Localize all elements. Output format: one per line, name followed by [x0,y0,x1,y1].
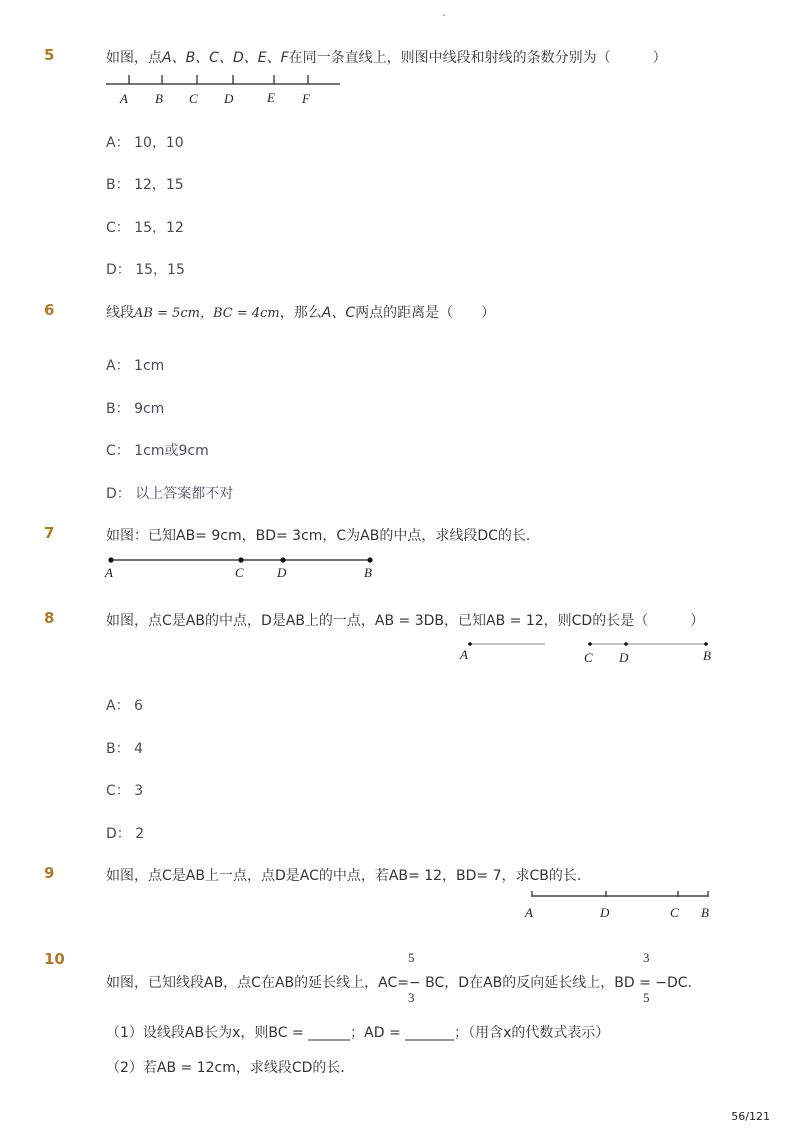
q5-label-c: C [189,91,198,106]
q10-fraction2-numerator: 3 [643,950,650,965]
question-number-6: 6 [44,301,55,319]
q9-label-b: B [701,905,709,920]
q6-option-a[interactable] [106,355,164,375]
option-key: B： [106,741,130,757]
question-8-text: 如图，点C是AB的中点，D是AB上的一点，AB = 3DB，已知AB = 12，则CD的长是（ ） [106,613,705,629]
q5-label-d: D [224,91,234,106]
option-key: B： [106,177,130,193]
q5-option-c[interactable] [106,217,184,237]
q5-label-b: B [155,91,163,106]
option-key: D： [106,262,131,278]
q9-figure [520,888,720,922]
option-key: D： [106,826,131,842]
option-key: C： [106,783,130,799]
q7-figure [100,552,390,584]
option-value: 12，15 [134,177,184,193]
q8-point-b [704,642,708,646]
q8-label-b: B [703,648,711,663]
q8-option-a[interactable] [106,695,143,715]
q6-text-a: 线段 [106,305,134,321]
question-number-9: 9 [44,864,55,882]
q6-option-b[interactable] [106,398,164,418]
option-value: 15，12 [134,220,184,236]
option-key: A： [106,698,130,714]
question-number-10: 10 [44,950,65,968]
question-5-text [106,47,667,67]
option-value: 4 [134,741,143,757]
question-6-text [106,302,495,322]
q7-point-c [238,557,243,562]
option-value: 10，10 [134,135,184,151]
question-number-7: 7 [44,524,55,542]
q8-label-d: D [619,650,629,665]
q9-label-c: C [670,905,679,920]
q6-text-b: AB = 5cm，BC = 4cm [134,306,280,321]
q8-point-a [468,642,472,646]
option-key: A： [106,135,130,151]
q5-option-b[interactable] [106,174,184,194]
option-key: C： [106,443,130,459]
option-value: 1cm或9cm [134,443,209,459]
option-value: 6 [134,698,143,714]
q8-option-b[interactable] [106,738,143,758]
q5-text-points: A、B、C、D、E、F [162,50,289,66]
q5-text-post: 在同一条直线上，则图中线段和射线的条数分别为（ ） [288,50,667,66]
q9-label-a: A [525,905,533,920]
q5-option-d[interactable] [106,259,185,279]
q5-figure [100,70,350,110]
q8-label-a: A [460,647,468,662]
question-number-5: 5 [44,46,55,64]
option-value: 2 [135,826,145,842]
q7-point-d [280,557,285,562]
option-key: C： [106,220,130,236]
question-7-text: 如图：已知AB= 9cm，BD= 3cm，C为AB的中点，求线段DC的长． [106,528,540,544]
q10-fraction1-denominator: 3 [408,990,415,1005]
q7-point-a [108,557,113,562]
q7-label-b: B [364,565,372,580]
q8-label-c: C [584,650,593,665]
q8-option-d[interactable] [106,823,144,843]
question-10-text: 如图，已知线段AB，点C在AB的延长线上，AC=− BC，D在AB的反向延长线上，BD = −DC. [106,975,693,991]
header-mark: - [442,10,446,21]
option-key: D： [106,486,131,502]
q5-label-f: F [302,91,310,106]
q6-option-c[interactable] [106,440,209,460]
q8-option-c[interactable] [106,780,143,800]
q10-fraction2-denominator: 5 [643,990,650,1005]
option-key: B： [106,401,130,417]
q8-figure [455,636,725,668]
question-number-8: 8 [44,609,55,627]
option-value: 以上答案都不对 [135,486,234,502]
q10-part-1: （1）设线段AB长为x，则BC = ______；AD = _______；（用含x的代数式表示） [106,1025,610,1041]
q6-option-d[interactable] [106,483,233,503]
question-9-text: 如图，点C是AB上一点，点D是AC的中点，若AB= 12，BD= 7，求CB的长． [106,868,591,884]
q6-text-d: A、C [321,305,356,321]
option-value: 1cm [134,358,165,374]
option-value: 3 [134,783,144,799]
option-key: A： [106,358,130,374]
q8-point-d [624,642,628,646]
q7-label-a: A [105,565,113,580]
q7-point-b [367,557,372,562]
q7-label-c: C [235,565,244,580]
q7-label-d: D [277,565,287,580]
q5-label-a: A [120,91,128,106]
q10-part-2: （2）若AB = 12cm，求线段CD的长． [106,1060,355,1076]
q10-fraction1-numerator: 5 [408,950,415,965]
q5-label-e: E [267,90,275,105]
option-value: 15，15 [135,262,185,278]
q6-text-c: ，那么 [279,305,322,321]
q5-option-a[interactable] [106,132,184,152]
q6-text-e: 两点的距离是（ ） [355,305,496,321]
option-value: 9cm [134,401,165,417]
q9-label-d: D [600,905,610,920]
q5-text-pre: 如图，点 [106,50,162,66]
q8-point-c [588,642,592,646]
page-number: 56/121 [731,1110,770,1123]
